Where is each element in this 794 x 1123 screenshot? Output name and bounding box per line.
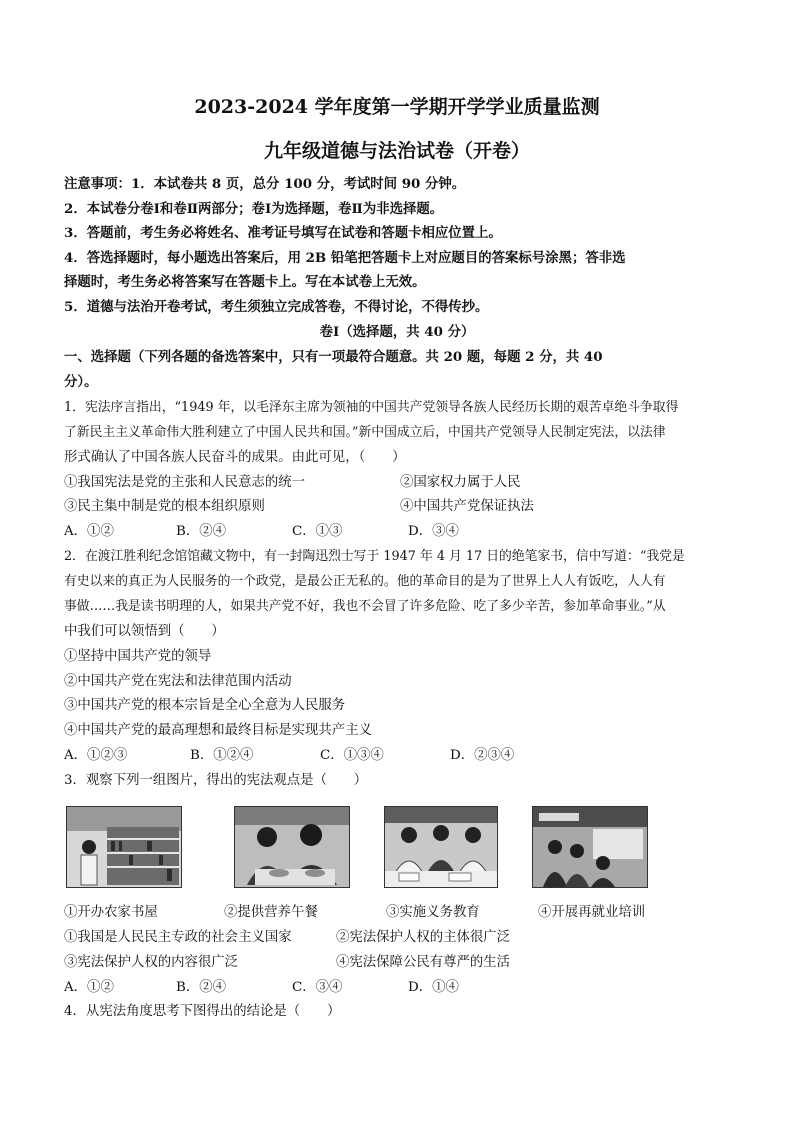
q3-item: ②宪法保护人权的主体很广泛 — [336, 930, 511, 945]
photo-compulsory-education — [384, 806, 498, 888]
q2-item: ③中国共产党的根本宗旨是全心全意为人民服务 — [64, 698, 346, 713]
notice-line: 4．答选择题时，每小题选出答案后，用 2B 铅笔把答题卡上对应题目的答案标号涂黑；答非选 — [64, 250, 626, 266]
q2-stem: 2．在渡江胜利纪念馆馆藏文物中，有一封陶迅烈士写于 1947 年 4 月 17 日的绝笔家书，信中写道：“我党是 — [64, 549, 685, 564]
q2-item: ②中国共产党在宪法和法律范围内活动 — [64, 674, 292, 689]
section-title: 卷Ⅰ（选择题，共 40 分） — [319, 324, 475, 340]
photo-village-library — [66, 806, 182, 888]
q3-option-a: A．①② — [64, 980, 114, 995]
caption-compulsory-education: ③实施义务教育 — [386, 905, 480, 920]
q1-option-d: D．③④ — [408, 524, 459, 539]
caption-village-library: ①开办农家书屋 — [64, 905, 158, 920]
q2-stem: 有史以来的真正为人民服务的一个政党，是最公正无私的。他的革命目的是为了世界上人人有饭吃，人人有 — [64, 574, 666, 589]
q1-option-b: B．②④ — [176, 524, 227, 539]
q2-stem: 中我们可以领悟到（ ） — [64, 624, 225, 639]
q3-item: ③宪法保护人权的内容很广泛 — [64, 955, 239, 970]
exam-title: 2023-2024 学年度第一学期开学学业质量监测 — [194, 96, 600, 118]
notice-line: 5．道德与法治开卷考试，考生须独立完成答卷，不得讨论，不得传抄。 — [64, 299, 489, 315]
q3-item: ④宪法保障公民有尊严的生活 — [336, 955, 511, 970]
q1-item: ①我国宪法是党的主张和人民意志的统一 — [64, 475, 306, 490]
q2-option-b: B．①②④ — [190, 748, 254, 763]
q3-option-d: D．①④ — [408, 980, 459, 995]
photo-nutrition-lunch — [234, 806, 350, 888]
q2-item: ①坚持中国共产党的领导 — [64, 649, 212, 664]
notice-line: 注意事项：1．本试卷共 8 页，总分 100 分，考试时间 90 分钟。 — [64, 176, 466, 192]
photo-reemployment-training — [532, 806, 648, 888]
q2-option-a: A．①②③ — [64, 748, 128, 763]
q3-stem: 3．观察下列一组图片，得出的宪法观点是（ ） — [64, 773, 368, 788]
notice-line: 3．答题前，考生务必将姓名、准考证号填写在试卷和答题卡相应位置上。 — [64, 225, 502, 241]
notice-line: 择题时，考生务必将答案写在答题卡上。写在本试卷上无效。 — [64, 274, 426, 290]
q1-option-a: A．①② — [64, 524, 114, 539]
q1-item: ③民主集中制是党的根本组织原则 — [64, 499, 265, 514]
q1-option-c: C．①③ — [292, 524, 343, 539]
q3-option-b: B．②④ — [176, 980, 227, 995]
section-heading: 一、选择题（下列各题的备选答案中，只有一项最符合题意。共 20 题，每题 2 分，共 40 — [64, 349, 603, 365]
q2-stem: 事做……我是读书明理的人，如果共产党不好，我也不会冒了许多危险、吃了多少辛苦，参加革命事业。”从 — [64, 599, 666, 614]
q1-item: ②国家权力属于人民 — [400, 475, 521, 490]
q2-item: ④中国共产党的最高理想和最终目标是实现共产主义 — [64, 723, 372, 738]
q1-stem: 形式确认了中国各族人民奋斗的成果。由此可见，（ ） — [64, 450, 406, 465]
caption-reemployment-training: ④开展再就业培训 — [538, 905, 646, 920]
q2-option-c: C．①③④ — [320, 748, 384, 763]
q1-stem: 1．宪法序言指出，“1949 年，以毛泽东主席为领袖的中国共产党领导各族人民经历长期的艰苦卓绝斗争取得 — [64, 400, 679, 415]
q4-stem: 4．从宪法角度思考下图得出的结论是（ ） — [64, 1004, 341, 1019]
q3-option-c: C．③④ — [292, 980, 343, 995]
notice-line: 2．本试卷分卷Ⅰ和卷Ⅱ两部分；卷Ⅰ为选择题，卷Ⅱ为非选择题。 — [64, 201, 444, 217]
caption-nutrition-lunch: ②提供营养午餐 — [224, 905, 318, 920]
q1-item: ④中国共产党保证执法 — [400, 499, 534, 514]
exam-subtitle: 九年级道德与法治试卷（开卷） — [263, 140, 530, 162]
q2-option-d: D．②③④ — [450, 748, 515, 763]
q1-stem: 了新民主主义革命伟大胜利建立了中国人民共和国。”新中国成立后，中国共产党领导人民制定宪法，以法律 — [64, 425, 666, 440]
q3-item: ①我国是人民民主专政的社会主义国家 — [64, 930, 292, 945]
section-heading: 分）。 — [64, 374, 98, 390]
